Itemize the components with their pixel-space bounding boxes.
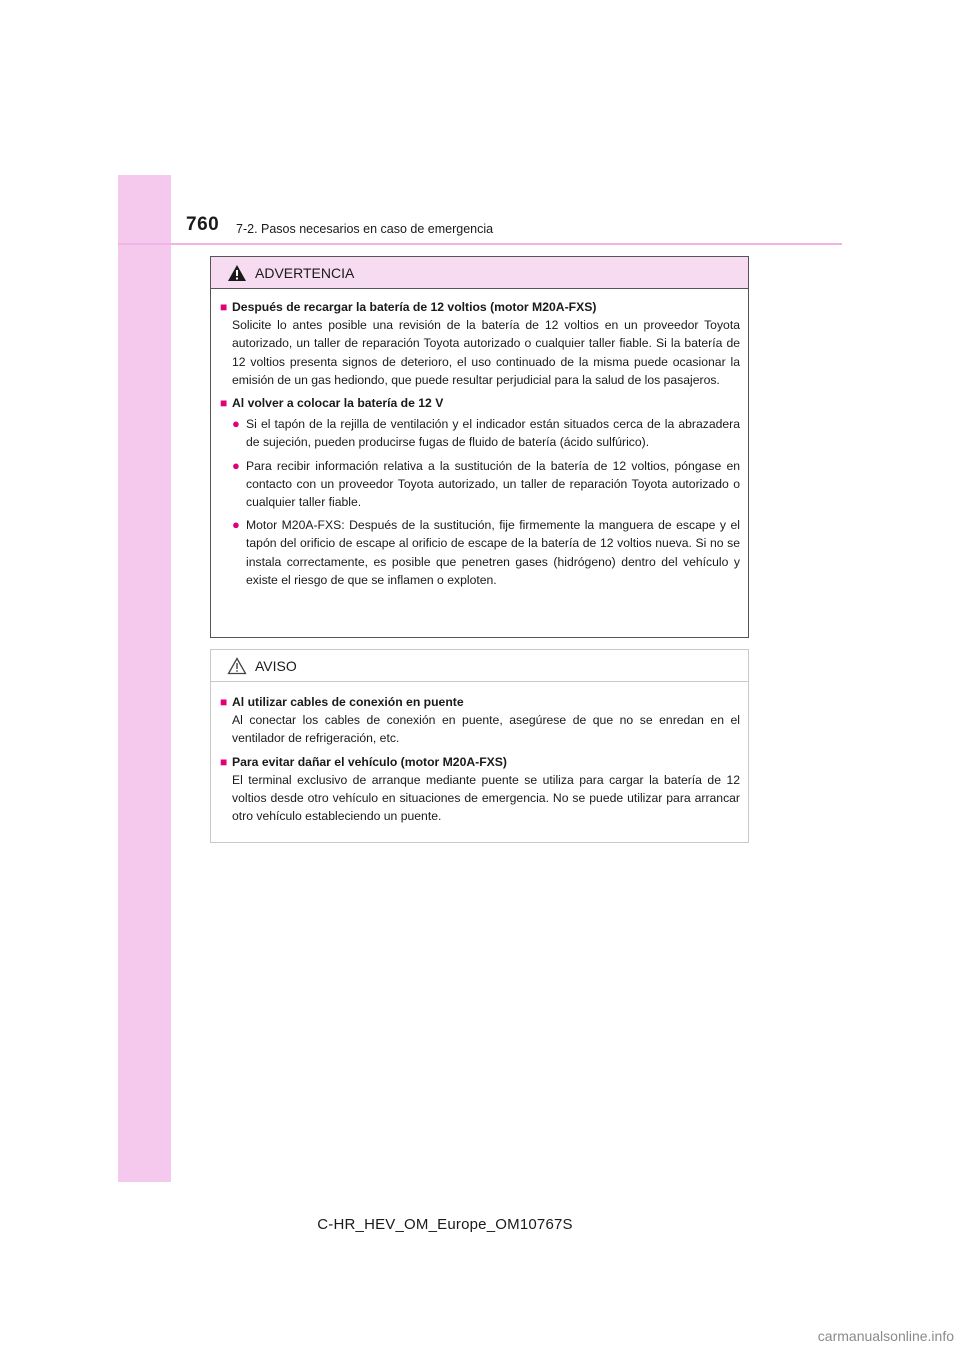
list-item: ● Motor M20A-FXS: Después de la sustitución, fije firmemente la manguera de escape y el tapón del orificio de escape al orificio de escape de la batería de 12 voltios nueva. Si no se instala correctamente, es posible que penetren gases (hidrógeno) dentro del vehículo y existe el riesgo de que se inflamen o exploten. bbox=[232, 516, 740, 589]
notice-item-jumper-cables bbox=[220, 693, 740, 748]
notice-item-text: El terminal exclusivo de arranque mediante puente se utiliza para cargar la batería de 12 voltios desde otro vehículo en situaciones de emergencia. No se puede utilizar para arrancar otro vehículo estableciendo un puente. bbox=[232, 772, 740, 824]
square-bullet-icon: ■ bbox=[220, 300, 228, 314]
header-divider bbox=[118, 243, 842, 245]
list-item: ● Si el tapón de la rejilla de ventilación y el indicador están situados cerca de la abrazadera de sujeción, pueden producirse fugas de fluido de batería (ácido sulfúrico). bbox=[232, 415, 740, 451]
square-bullet-icon: ■ bbox=[220, 754, 228, 769]
notice-item-title: Para evitar dañar el vehículo (motor M20A-FXS) bbox=[232, 754, 507, 769]
warning-box bbox=[210, 256, 749, 638]
warning-item-recharge bbox=[220, 298, 740, 389]
warning-box-header bbox=[211, 257, 748, 289]
list-item: ● Para recibir información relativa a la sustitución de la batería de 12 voltios, póngase en contacto con un proveedor Toyota autorizado, un taller de reparación Toyota autorizado o cualquier taller fiable. bbox=[232, 457, 740, 512]
notice-item-text: Al conectar los cables de conexión en puente, asegúrese de que no se enredan en el ventilador de refrigeración, etc. bbox=[232, 713, 740, 746]
notice-box-body bbox=[211, 682, 748, 825]
notice-item-title: Al utilizar cables de conexión en puente bbox=[232, 695, 464, 709]
warning-item-title: Después de recargar la batería de 12 voltios (motor M20A-FXS) bbox=[232, 300, 597, 314]
warning-box-title: ADVERTENCIA bbox=[255, 264, 355, 281]
warning-item-text: Solicite lo antes posible una revisión de la batería de 12 voltios en un proveedor Toyota autorizado, un taller de reparación Toyota autorizado o cualquier taller fiable. Si la batería de 12 voltios presenta signos de deterioro, el uso continuado de la misma puede ocasionar la emisión de un gas hediondo, que puede resultar perjudicial para la salud de los pasajeros. bbox=[232, 318, 740, 387]
warning-box-body bbox=[211, 289, 748, 589]
square-bullet-icon: ■ bbox=[220, 396, 228, 411]
circle-bullet-icon: ● bbox=[232, 517, 240, 533]
warning-item-replace bbox=[220, 394, 740, 589]
page-number: 760 bbox=[186, 214, 220, 235]
notice-box-header bbox=[211, 650, 748, 682]
warning-item-title: Al volver a colocar la batería de 12 V bbox=[232, 396, 444, 411]
watermark-link[interactable]: carmanualsonline.info bbox=[817, 1328, 954, 1344]
notice-item-avoid-damage bbox=[220, 753, 740, 826]
footer bbox=[0, 1216, 960, 1233]
circle-bullet-icon: ● bbox=[232, 416, 240, 432]
document-code: C-HR_HEV_OM_Europe_OM10767S bbox=[317, 1216, 573, 1233]
notice-box-title: AVISO bbox=[255, 657, 297, 674]
square-bullet-icon: ■ bbox=[220, 695, 228, 709]
caution-triangle-outline-icon bbox=[227, 657, 247, 675]
warning-triangle-icon bbox=[227, 264, 247, 282]
section-title: 7-2. Pasos necesarios en caso de emergencia bbox=[236, 222, 494, 236]
side-tab-band bbox=[118, 175, 171, 1182]
notice-box bbox=[210, 649, 749, 843]
circle-bullet-icon: ● bbox=[232, 457, 240, 473]
